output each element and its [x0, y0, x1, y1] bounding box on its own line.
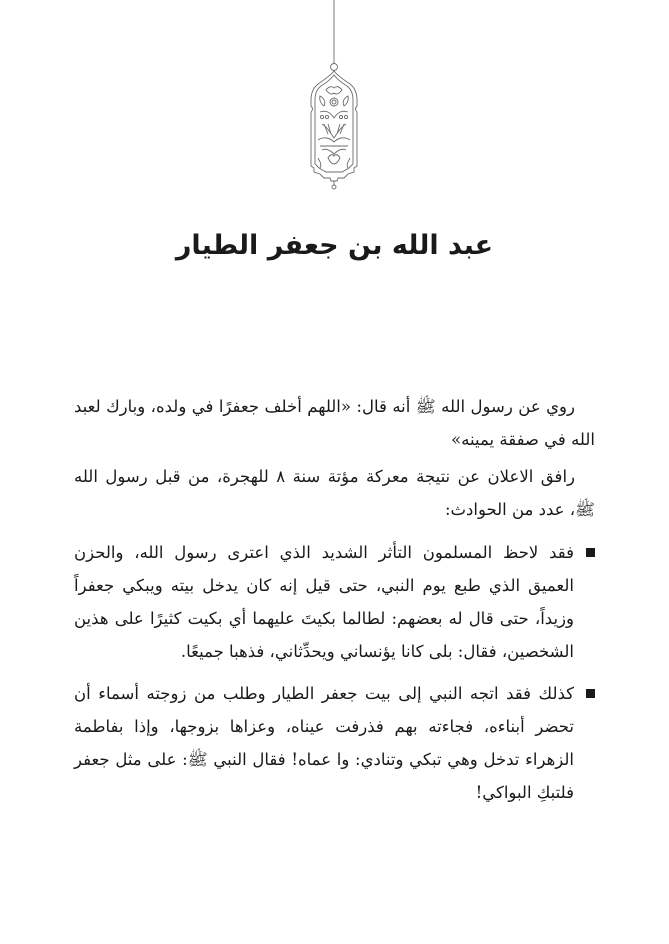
article-body	[74, 390, 595, 818]
list-item	[74, 536, 595, 668]
hanging-lantern-icon	[300, 0, 370, 192]
list-item	[74, 677, 595, 809]
square-bullet-icon	[586, 689, 595, 698]
page-title: عبد الله بن جعفر الطيار	[175, 230, 494, 261]
paragraph-hadith: روي عن رسول الله ﷺ أنه قال: «اللهم أخلف جعفرًا في ولده، وبارك لعبد الله في صفقة يمينه»	[74, 397, 595, 449]
paragraph-intro: رافق الاعلان عن نتيجة معركة مؤتة سنة ٨ للهجرة، من قبل رسول الله ﷺ، عدد من الحوادث:	[74, 467, 595, 519]
square-bullet-icon	[586, 548, 595, 557]
events-list	[74, 536, 595, 809]
list-item-text: فقد لاحظ المسلمون التأثر الشديد الذي اعترى رسول الله، والحزن العميق الذي طبع يوم النبي، حتى قيل إنه كان يدخل بيته ويبكي جعفراً وزيداً، حتى قال له بعضهم: لطالما بكيتَ عليهما أي بكيت كثيرًا على هذين الشخصين، فقال: بلى كانا يؤنساني ويحدِّثاني، فذهبا جميعًا.	[74, 543, 574, 661]
list-item-text: كذلك فقد اتجه النبي إلى بيت جعفر الطيار وطلب من زوجته أسماء أن تحضر أبناءه، فجاءته بهم فذرفت عيناه، وعزاها بزوجها، وإذا بفاطمة الزهراء تدخل وهي تبكي وتنادي: وا عماه! فقال النبي ﷺ: على مثل جعفر فلتبكِ البواكي!	[74, 684, 574, 802]
